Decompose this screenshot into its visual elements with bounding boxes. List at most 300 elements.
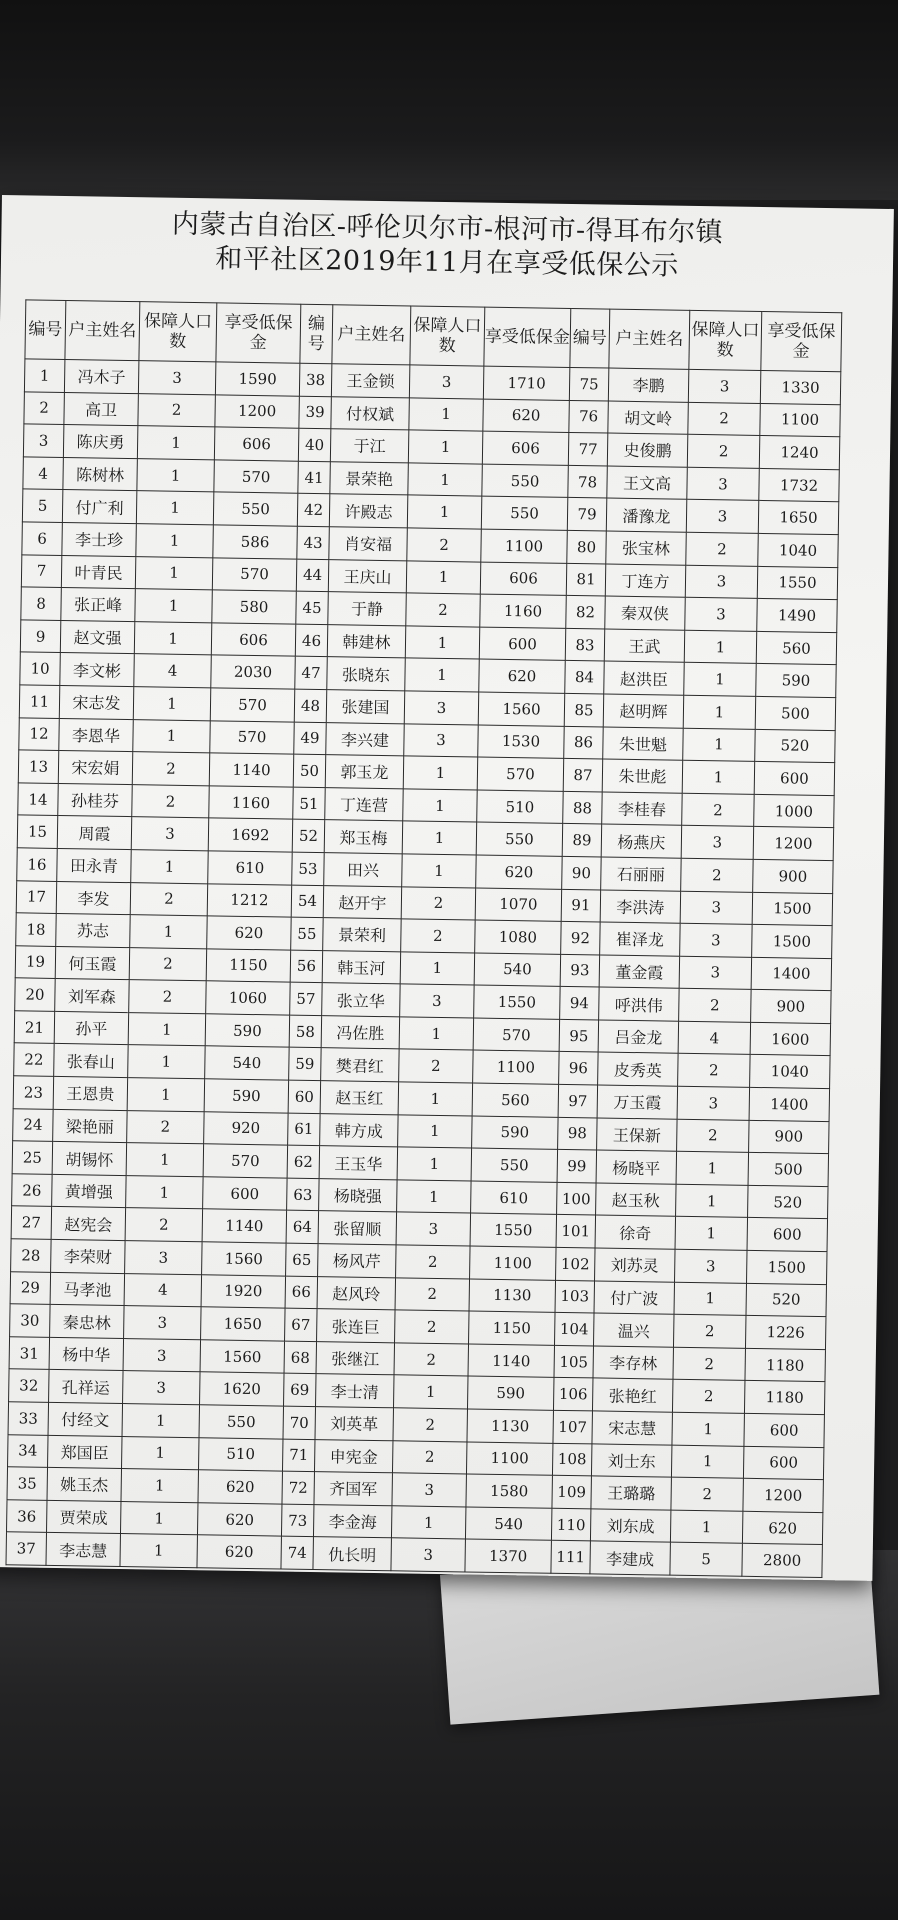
record-people: 2: [671, 1477, 744, 1511]
record-amount: 620: [483, 399, 570, 433]
record-amount: 1060: [206, 981, 291, 1015]
record-id: 21: [14, 1011, 55, 1044]
record-id: 110: [551, 1508, 591, 1541]
record-name: 付广利: [62, 490, 137, 524]
record-amount: 600: [747, 1218, 828, 1252]
record-amount: 550: [481, 496, 568, 530]
record-amount: 586: [213, 525, 298, 559]
record-amount: 1650: [201, 1307, 286, 1341]
record-people: 1: [676, 1151, 749, 1185]
record-amount: 1070: [475, 888, 562, 922]
record-id: 76: [569, 400, 609, 433]
record-name: 贾荣成: [46, 1500, 121, 1534]
header-people: 保障人口数: [689, 310, 762, 370]
record-people: 1: [128, 1045, 206, 1079]
record-people: 2: [395, 1310, 470, 1344]
record-people: 2: [138, 393, 216, 427]
record-name: 张宝林: [606, 531, 687, 565]
record-people: 2: [677, 1119, 750, 1153]
record-amount: 590: [205, 1014, 290, 1048]
record-people: 3: [392, 1473, 467, 1507]
record-name: 丁连方: [605, 564, 686, 598]
record-people: 2: [127, 1110, 205, 1144]
record-people: 1: [128, 1012, 206, 1046]
record-id: 29: [10, 1271, 51, 1304]
record-id: 62: [287, 1145, 320, 1178]
record-id: 2: [24, 391, 65, 424]
record-name: 孙桂芬: [58, 783, 133, 817]
record-id: 18: [16, 913, 57, 946]
record-name: 万玉霞: [597, 1085, 678, 1119]
record-amount: 580: [212, 590, 297, 624]
record-id: 91: [561, 889, 601, 922]
record-id: 51: [293, 787, 326, 820]
record-people: 1: [135, 556, 213, 590]
record-name: 郑玉梅: [324, 820, 403, 854]
record-name: 周霞: [57, 816, 132, 850]
record-people: 1: [408, 430, 483, 464]
record-name: 秦双侠: [605, 596, 686, 630]
record-amount: 500: [755, 696, 836, 730]
record-amount: 520: [746, 1283, 827, 1317]
record-name: 于静: [328, 592, 407, 626]
record-amount: 600: [744, 1413, 825, 1447]
record-id: 77: [568, 433, 608, 466]
record-id: 4: [23, 457, 64, 490]
record-id: 9: [20, 620, 61, 653]
record-name: 何玉霞: [55, 946, 130, 980]
record-amount: 590: [472, 1116, 559, 1150]
record-name: 刘军森: [55, 979, 130, 1013]
record-name: 黄增强: [52, 1174, 127, 1208]
record-name: 付广波: [594, 1281, 675, 1315]
record-id: 17: [16, 880, 57, 913]
record-people: 1: [409, 398, 484, 432]
record-amount: 1140: [202, 1209, 287, 1243]
record-people: 2: [407, 528, 482, 562]
record-people: 3: [679, 956, 752, 990]
record-id: 56: [290, 950, 323, 983]
record-name: 刘士东: [591, 1444, 672, 1478]
record-id: 101: [556, 1215, 596, 1248]
record-amount: 2030: [211, 655, 296, 689]
record-name: 苏志: [56, 914, 131, 948]
record-id: 37: [6, 1532, 47, 1565]
record-id: 109: [552, 1475, 592, 1508]
record-amount: 900: [753, 859, 834, 893]
record-amount: 540: [474, 953, 561, 987]
record-name: 李金海: [313, 1504, 392, 1538]
record-id: 10: [20, 652, 61, 685]
record-name: 石丽丽: [601, 857, 682, 891]
record-people: 3: [681, 826, 754, 860]
record-people: 1: [400, 952, 475, 986]
record-name: 赵玉秋: [596, 1183, 677, 1217]
record-amount: 620: [479, 659, 566, 693]
record-people: 2: [396, 1245, 471, 1279]
record-people: 1: [397, 1180, 472, 1214]
record-people: 2: [672, 1380, 745, 1414]
record-people: 2: [399, 1049, 474, 1083]
record-amount: 590: [467, 1376, 554, 1410]
record-name: 李建成: [590, 1541, 671, 1575]
record-amount: 1140: [468, 1344, 555, 1378]
record-id: 41: [298, 461, 331, 494]
record-people: 2: [129, 947, 207, 981]
record-people: 1: [684, 663, 757, 697]
record-name: 朱世魁: [603, 727, 684, 761]
record-name: 樊君红: [321, 1048, 400, 1082]
record-amount: 510: [477, 790, 564, 824]
record-people: 1: [675, 1217, 748, 1251]
record-people: 4: [678, 1021, 751, 1055]
record-amount: 550: [476, 822, 563, 856]
record-name: 齐国军: [314, 1472, 393, 1506]
record-people: 2: [673, 1347, 746, 1381]
record-name: 张连巨: [317, 1309, 396, 1343]
record-name: 王文高: [607, 466, 688, 500]
record-amount: 606: [482, 431, 569, 465]
record-id: 42: [297, 494, 330, 527]
record-id: 84: [565, 661, 605, 694]
record-amount: 900: [749, 1120, 830, 1154]
record-name: 景荣利: [323, 918, 402, 952]
record-people: 3: [677, 1086, 750, 1120]
record-amount: 600: [479, 627, 566, 661]
record-amount: 1130: [469, 1279, 556, 1313]
record-name: 田兴: [324, 853, 403, 887]
record-amount: 2800: [742, 1544, 823, 1578]
record-amount: 560: [756, 631, 837, 665]
record-id: 15: [17, 815, 58, 848]
record-name: 韩建林: [327, 624, 406, 658]
record-people: 1: [121, 1469, 199, 1503]
record-amount: 1370: [465, 1539, 552, 1573]
record-id: 24: [13, 1108, 54, 1141]
record-id: 66: [285, 1276, 318, 1309]
record-amount: 1550: [470, 1213, 557, 1247]
record-name: 田永青: [57, 848, 132, 882]
record-people: 2: [681, 858, 754, 892]
record-name: 王庆山: [328, 559, 407, 593]
record-name: 赵玉红: [320, 1081, 399, 1115]
record-name: 张正峰: [61, 588, 136, 622]
record-amount: 1620: [200, 1372, 285, 1406]
record-people: 1: [397, 1147, 472, 1181]
record-id: 89: [562, 824, 602, 857]
record-amount: 1000: [754, 794, 835, 828]
record-amount: 570: [203, 1144, 288, 1178]
record-amount: 1330: [760, 370, 841, 404]
record-people: 2: [130, 882, 208, 916]
record-id: 100: [557, 1182, 597, 1215]
record-id: 58: [289, 1015, 322, 1048]
record-id: 8: [21, 587, 62, 620]
header-amount: 享受低保金: [761, 311, 842, 371]
record-id: 86: [564, 726, 604, 759]
record-people: 1: [402, 821, 477, 855]
record-name: 杨晓平: [596, 1150, 677, 1184]
record-name: 李洪涛: [600, 889, 681, 923]
record-amount: 1212: [207, 883, 292, 917]
record-people: 4: [124, 1273, 202, 1307]
record-name: 朱世彪: [602, 759, 683, 793]
record-people: 1: [399, 1017, 474, 1051]
record-name: 韩玉河: [322, 950, 401, 984]
record-amount: 1040: [758, 533, 839, 567]
record-id: 53: [292, 852, 325, 885]
record-name: 付经文: [48, 1402, 123, 1436]
record-people: 3: [123, 1371, 201, 1405]
record-people: 2: [688, 402, 761, 436]
record-people: 1: [133, 719, 211, 753]
record-amount: 620: [197, 1503, 282, 1537]
record-people: 1: [684, 630, 757, 664]
record-amount: 900: [751, 990, 832, 1024]
record-id: 81: [566, 563, 606, 596]
record-people: 3: [685, 565, 758, 599]
record-amount: 1200: [215, 394, 300, 428]
record-name: 王武: [604, 629, 685, 663]
record-amount: 1600: [750, 1022, 831, 1056]
record-people: 2: [401, 919, 476, 953]
record-amount: 520: [748, 1185, 829, 1219]
record-name: 李荣财: [51, 1239, 126, 1273]
record-amount: 1100: [470, 1246, 557, 1280]
record-amount: 1226: [745, 1316, 826, 1350]
record-people: 1: [130, 915, 208, 949]
record-id: 78: [568, 465, 608, 498]
record-people: 1: [398, 1114, 473, 1148]
record-amount: 600: [754, 762, 835, 796]
record-name: 于江: [330, 429, 409, 463]
record-id: 30: [10, 1304, 51, 1337]
record-people: 1: [683, 695, 756, 729]
record-people: 1: [135, 589, 213, 623]
record-people: 1: [671, 1445, 744, 1479]
record-people: 1: [127, 1078, 205, 1112]
record-id: 13: [18, 750, 59, 783]
record-id: 71: [282, 1439, 315, 1472]
record-name: 景荣艳: [330, 461, 409, 495]
header-people: 保障人口数: [410, 306, 485, 366]
record-people: 1: [672, 1412, 745, 1446]
record-id: 52: [292, 819, 325, 852]
record-id: 12: [19, 717, 60, 750]
record-people: 1: [133, 687, 211, 721]
record-people: 3: [124, 1306, 202, 1340]
record-people: 1: [120, 1534, 198, 1568]
record-name: 刘苏灵: [595, 1248, 676, 1282]
record-name: 刘东成: [590, 1509, 671, 1543]
record-name: 张立华: [322, 983, 401, 1017]
record-name: 史俊鹏: [607, 433, 688, 467]
header-id: 编号: [570, 308, 610, 368]
record-people: 2: [392, 1440, 467, 1474]
record-amount: 1100: [473, 1050, 560, 1084]
record-people: 1: [402, 854, 477, 888]
record-name: 胡锡怀: [52, 1142, 127, 1176]
record-name: 潘豫龙: [606, 498, 687, 532]
notice-sheet: [0, 195, 894, 1581]
record-name: 李存林: [593, 1346, 674, 1380]
record-amount: 620: [198, 1470, 283, 1504]
record-id: 88: [563, 791, 603, 824]
record-id: 43: [297, 526, 330, 559]
record-name: 陈树林: [63, 457, 138, 491]
record-id: 83: [565, 628, 605, 661]
record-name: 胡文岭: [608, 401, 689, 435]
record-amount: 1100: [760, 403, 841, 437]
record-id: 70: [283, 1406, 316, 1439]
record-name: 申宪金: [314, 1439, 393, 1473]
record-people: 2: [393, 1408, 468, 1442]
record-name: 宋志发: [59, 685, 134, 719]
record-amount: 550: [471, 1148, 558, 1182]
record-people: 4: [134, 654, 212, 688]
notice-title-line-1: 内蒙古自治区-呼伦贝尔市-根河市-得耳布尔镇: [171, 208, 724, 249]
record-people: 1: [406, 560, 481, 594]
record-name: 韩方成: [320, 1113, 399, 1147]
record-id: 25: [12, 1141, 53, 1174]
record-amount: 1920: [201, 1274, 286, 1308]
record-name: 呼洪伟: [599, 987, 680, 1021]
header-amount: 享受低保金: [216, 303, 301, 363]
record-id: 38: [299, 363, 332, 396]
record-id: 85: [564, 693, 604, 726]
record-name: 李士珍: [62, 522, 137, 556]
record-id: 33: [8, 1402, 49, 1435]
record-id: 87: [563, 759, 603, 792]
record-id: 23: [13, 1076, 54, 1109]
record-id: 105: [554, 1345, 594, 1378]
record-people: 3: [687, 467, 760, 501]
record-name: 杨风芹: [318, 1244, 397, 1278]
record-name: 李兴建: [326, 722, 405, 756]
record-people: 2: [132, 784, 210, 818]
record-id: 32: [9, 1369, 50, 1402]
record-name: 马孝池: [50, 1272, 125, 1306]
record-id: 16: [17, 848, 58, 881]
record-id: 95: [559, 1019, 599, 1052]
record-people: 3: [409, 365, 484, 399]
record-people: 2: [673, 1314, 746, 1348]
record-people: 1: [407, 495, 482, 529]
record-people: 3: [138, 361, 216, 395]
record-name: 张建国: [326, 690, 405, 724]
record-people: 1: [393, 1375, 468, 1409]
record-id: 102: [556, 1247, 596, 1280]
record-id: 80: [567, 530, 607, 563]
record-id: 82: [566, 596, 606, 629]
record-amount: 1550: [757, 566, 838, 600]
record-id: 3: [23, 424, 64, 457]
record-amount: 570: [477, 757, 564, 791]
record-people: 1: [126, 1175, 204, 1209]
record-amount: 920: [204, 1111, 289, 1145]
record-id: 49: [294, 722, 327, 755]
record-people: 1: [120, 1501, 198, 1535]
record-id: 44: [296, 559, 329, 592]
record-name: 王玉华: [319, 1146, 398, 1180]
record-people: 1: [126, 1143, 204, 1177]
record-name: 董金霞: [599, 955, 680, 989]
record-people: 1: [405, 658, 480, 692]
record-name: 徐奇: [595, 1215, 676, 1249]
record-name: 宋宏娟: [58, 751, 133, 785]
record-people: 2: [686, 532, 759, 566]
record-amount: 1560: [202, 1242, 287, 1276]
record-people: 3: [404, 691, 479, 725]
record-amount: 570: [210, 688, 295, 722]
record-id: 69: [284, 1373, 317, 1406]
record-id: 14: [18, 783, 59, 816]
header-id: 编号: [300, 304, 333, 363]
record-amount: 610: [208, 851, 293, 885]
record-amount: 1040: [750, 1055, 831, 1089]
record-name: 赵风玲: [317, 1276, 396, 1310]
record-people: 1: [136, 524, 214, 558]
record-amount: 1240: [759, 436, 840, 470]
record-people: 1: [408, 463, 483, 497]
record-people: 1: [403, 789, 478, 823]
record-name: 肖安福: [329, 527, 408, 561]
record-people: 1: [391, 1506, 466, 1540]
header-people: 保障人口数: [139, 302, 217, 362]
record-name: 崔泽龙: [600, 922, 681, 956]
record-amount: 606: [480, 562, 567, 596]
record-amount: 610: [471, 1181, 558, 1215]
record-id: 75: [569, 367, 609, 400]
record-amount: 1400: [751, 957, 832, 991]
record-name: 孙平: [54, 1011, 129, 1045]
record-id: 96: [559, 1052, 599, 1085]
record-id: 97: [558, 1084, 598, 1117]
record-id: 99: [557, 1150, 597, 1183]
record-name: 李志慧: [46, 1533, 121, 1567]
record-amount: 1100: [466, 1442, 553, 1476]
record-people: 3: [131, 817, 209, 851]
record-amount: 1590: [215, 362, 300, 396]
record-name: 张春山: [54, 1044, 129, 1078]
record-people: 1: [403, 756, 478, 790]
record-amount: 1710: [483, 366, 570, 400]
record-amount: 1400: [749, 1087, 830, 1121]
record-amount: 1080: [475, 920, 562, 954]
record-amount: 1130: [467, 1409, 554, 1443]
record-people: 3: [396, 1212, 471, 1246]
record-name: 张继江: [316, 1341, 395, 1375]
record-name: 郑国臣: [48, 1435, 123, 1469]
record-amount: 1160: [209, 786, 294, 820]
record-people: 5: [670, 1543, 743, 1577]
record-id: 98: [558, 1117, 598, 1150]
record-name: 李恩华: [59, 718, 134, 752]
record-people: 3: [685, 597, 758, 631]
record-people: 1: [137, 426, 215, 460]
record-people: 2: [406, 593, 481, 627]
record-people: 2: [401, 886, 476, 920]
record-name: 王保新: [597, 1118, 678, 1152]
record-name: 杨晓强: [319, 1178, 398, 1212]
record-name: 杨燕庆: [601, 824, 682, 858]
record-amount: 540: [205, 1046, 290, 1080]
record-id: 57: [290, 982, 323, 1015]
record-id: 72: [282, 1471, 315, 1504]
record-amount: 540: [465, 1507, 552, 1541]
record-amount: 570: [473, 1018, 560, 1052]
record-name: 赵开宇: [323, 885, 402, 919]
